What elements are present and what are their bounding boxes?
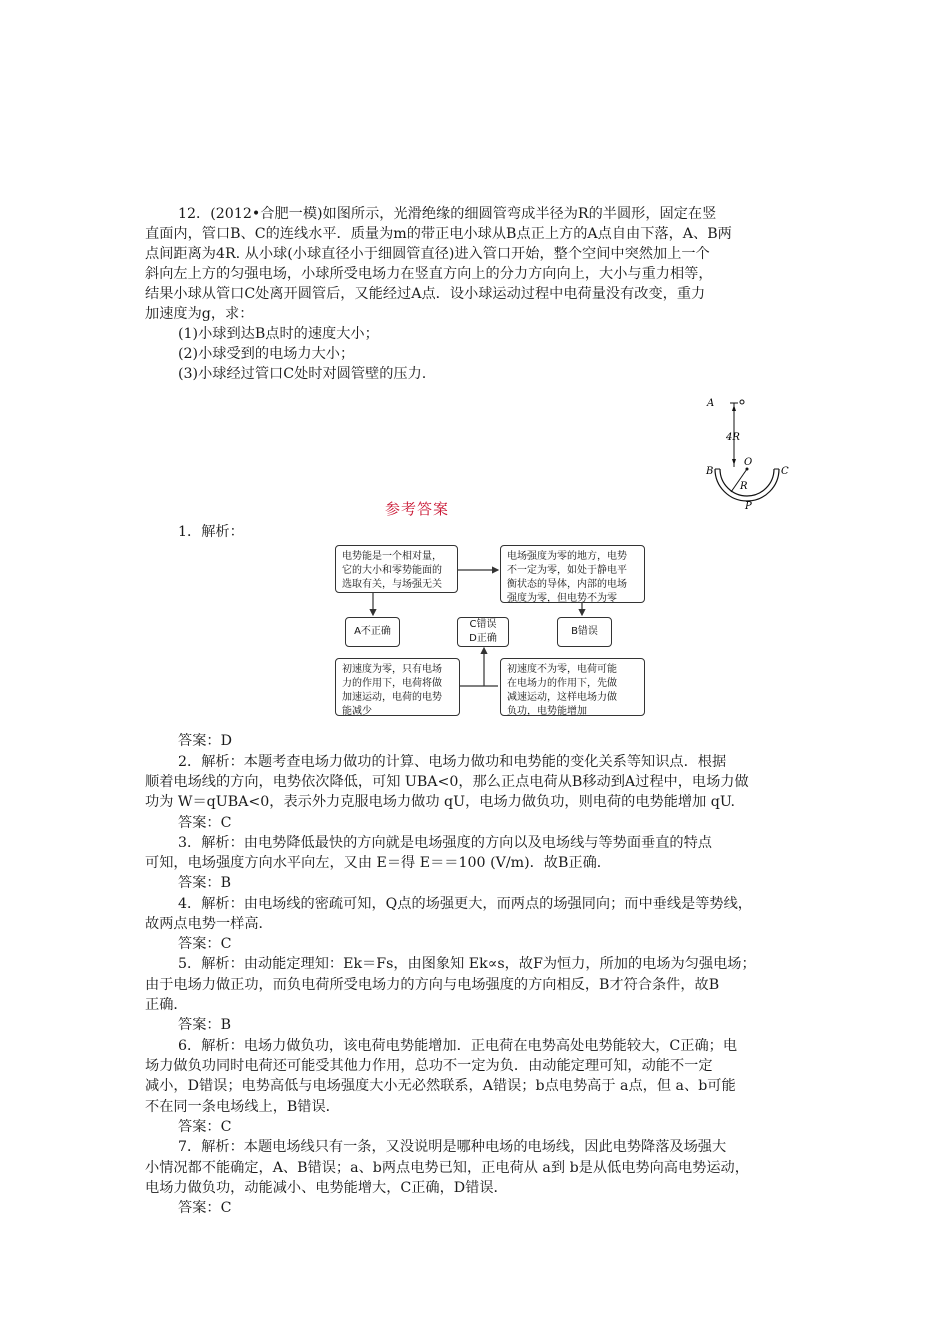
label-c: C	[781, 466, 789, 477]
flow-box-b-wrong: B错误	[557, 617, 612, 647]
semicircle-tube-figure	[700, 395, 810, 515]
answer-line: 可知，电场强度方向水平向左，又由 E＝得 E＝＝100 (V/m)．故B正确．	[145, 855, 611, 871]
problem-text-line: 12．(2012•合肥一模)如图所示，光滑绝缘的细圆管弯成半径为R的半圆形，固定在竖	[178, 206, 717, 222]
question-1: (1)小球到达B点时的速度大小；	[178, 326, 379, 342]
answer-line: 功为 W＝qUBA<0，表示外力克服电场力做功 qU，电场力做负功，则电荷的电势能增加 qU.	[145, 794, 736, 810]
flow-box-a-incorrect: A不正确	[345, 617, 400, 647]
label-o: O	[744, 457, 753, 468]
problem-text-line: 结果小球从管口C处离开圆管后，又能经过A点．设小球运动过程中电荷量没有改变，重力	[145, 286, 706, 302]
label-p: P	[745, 501, 752, 512]
answer-line: 6．解析：电场力做负功，该电荷电势能增加．正电荷在电势高处电势能较大，C正确；电	[178, 1038, 738, 1054]
answer-line: 故两点电势一样高．	[145, 916, 273, 932]
label-4r: 4R	[726, 432, 740, 443]
answer-line: 答案：C	[178, 815, 232, 831]
answer-line: 由于电场力做正功，而负电荷所受电场力的方向与电场强度的方向相反，B才符合条件，故B	[145, 977, 720, 993]
answer-line: 减小，D错误；电势高低与电场强度大小无必然联系，A错误；b点电势高于 a点，但 a、b可能	[145, 1078, 736, 1094]
answer-line: 答案：C	[178, 1119, 232, 1135]
answer-line: 不在同一条电场线上，B错误．	[145, 1099, 340, 1115]
problem-text-line: 点间距离为4R. 从小球(小球直径小于细圆管直径)进入管口开始，整个空间中突然加上一个	[145, 246, 710, 262]
answer-line: 顺着电场线的方向，电势依次降低，可知 UBA<0，那么正点电荷从B移动到A过程中，电场力做	[145, 774, 749, 790]
answer-line: 场力做负功同时电荷还可能受其他力作用，总功不一定为负．由动能定理可知，动能不一定	[145, 1058, 713, 1074]
answer-line: 小情况都不能确定，A、B错误；a、b两点电势已知，正电荷从 a到 b是从低电势向高电势运动，	[145, 1160, 749, 1176]
label-a: A	[707, 398, 715, 409]
answer-line: 答案：B	[178, 1017, 231, 1033]
answer-line: 答案：D	[178, 733, 232, 749]
flow-box-nonzero-initial-velocity: 初速度不为零，电荷可能 在电场力的作用下，先做 减速运动，这样电场力做 负功，电势能增加	[500, 658, 645, 716]
point-a-marker	[740, 400, 744, 404]
answer-line: 答案：B	[178, 875, 231, 891]
answer-line: 5．解析：由动能定理知：Ek＝Fs，由图象知 Ek∝s，故F为恒力，所加的电场为匀强电场；	[178, 956, 756, 972]
flow-box-c-d: C错误 D正确	[457, 617, 509, 647]
flowchart	[330, 540, 650, 720]
problem-text-line: 直面内，管口B、C的连线水平．质量为m的带正电小球从B点正上方的A点自由下落，A、B两	[145, 226, 732, 242]
answer-line: 正确．	[145, 997, 188, 1013]
question-3: (3)小球经过管口C处时对圆管壁的压力.	[178, 366, 427, 382]
answer-line: 2．解析：本题考查电场力做功的计算、电场力做功和电势能的变化关系等知识点．根据	[178, 754, 727, 770]
answer-line: 4．解析：由电场线的密疏可知，Q点的场强更大，而两点的场强同向；而中垂线是等势线，	[178, 896, 752, 912]
answer-line: 答案：C	[178, 936, 232, 952]
answer-line: 7．解析：本题电场线只有一条，又没说明是哪种电场的电场线，因此电势降落及场强大	[178, 1139, 727, 1155]
answer-line: 电场力做负功，动能减小、电势能增大，C正确，D错误．	[145, 1180, 508, 1196]
label-b: B	[706, 466, 714, 477]
flow-box-zero-field: 电场强度为零的地方，电势 不一定为零，如处于静电平 衡状态的导体，内部的电场 强度为零，但电势不为零	[500, 545, 645, 603]
problem-text-line: 加速度为g，求：	[145, 306, 254, 322]
question-2: (2)小球受到的电场力大小；	[178, 346, 355, 362]
answer-line: 答案：C	[178, 1200, 232, 1216]
flow-box-zero-initial-velocity: 初速度为零，只有电场 力的作用下，电荷将做 加速运动，电荷的电势 能减少	[335, 658, 460, 716]
answer-line: 3．解析：由电势降低最快的方向就是电场强度的方向以及电场线与等势面垂直的特点	[178, 835, 712, 851]
problem-text-line: 斜向左上方的匀强电场，小球所受电场力在竖直方向上的分力方向向上，大小与重力相等，	[145, 266, 713, 282]
q1-label: 1．解析：	[178, 524, 244, 540]
flow-box-potential-energy-relative: 电势能是一个相对量， 它的大小和零势能面的 选取有关，与场强无关	[335, 545, 458, 593]
label-r: R	[740, 481, 748, 492]
answer-section-title: 参考答案	[385, 500, 450, 518]
